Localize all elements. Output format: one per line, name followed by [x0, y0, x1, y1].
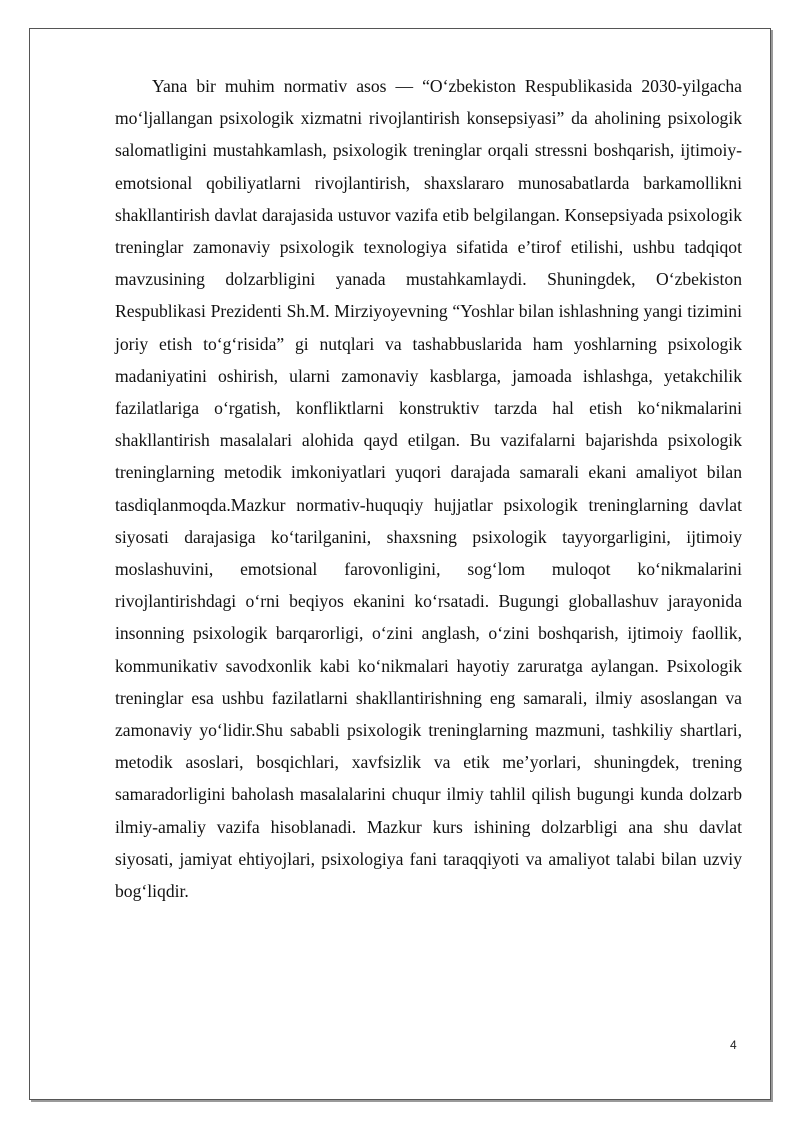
page-number: 4	[730, 1038, 737, 1052]
body-paragraph: Yana bir muhim normativ asos — “O‘zbekiston Respublikasida 2030-yilgacha mo‘ljallangan psixologik xizmatni rivojlantirish konsepsiyasi” da aholining psixologik salomatligini mustahkamlash, psixologik treninglar orqali stressni boshqarish, ijtimoiy-emotsional qobiliyatlarni rivojlantirish, shaxslararo munosabatlarda barkamollikni shakllantirish davlat darajasida ustuvor vazifa etib belgilangan. Konsepsiyada psixologik treninglar zamonaviy psixologik texnologiya sifatida e’tirof etilishi, ushbu tadqiqot mavzusining dolzarbligini yanada mustahkamlaydi. Shuningdek, O‘zbekiston Respublikasi Prezidenti Sh.M. Mirziyoyevning “Yoshlar bilan ishlashning yangi tizimini joriy etish to‘g‘risida” gi nutqlari va tashabbuslarida ham yoshlarning psixologik madaniyatini oshirish, ularni zamonaviy kasblarga, jamoada ishlashga, yetakchilik fazilatlariga o‘rgatish, konfliktlarni konstruktiv tarzda hal etish ko‘nikmalarini shakllantirish masalalari alohida qayd etilgan. Bu vazifalarni bajarishda psixologik treninglarning metodik imkoniyatlari yuqori darajada samarali ekani amaliyot bilan tasdiqlanmoqda.Mazkur normativ-huquqiy hujjatlar psixologik treninglarning davlat siyosati darajasiga ko‘tarilganini, shaxsning psixologik tayyorgarligini, ijtimoiy moslashuvini, emotsional farovonligini, sog‘lom muloqot ko‘nikmalarini rivojlantirishdagi o‘rni beqiyos ekanini ko‘rsatadi. Bugungi globallashuv jarayonida insonning psixologik barqarorligi, o‘zini anglash, o‘zini boshqarish, ijtimoiy faollik, kommunikativ savodxonlik kabi ko‘nikmalari hayotiy zaruratga aylangan. Psixologik treninglar esa ushbu fazilatlarni shakllantirishning eng samarali, ilmiy asoslangan va zamonaviy yo‘lidir.Shu sababli psixologik treninglarning mazmuni, tashkiliy shartlari, metodik asoslari, bosqichlari, xavfsizlik va etik me’yorlari, shuningdek, trening samaradorligini baholash masalalarini chuqur ilmiy tahlil qilish bugungi kunda dolzarb ilmiy-amaliy vazifa hisoblanadi. Mazkur kurs ishining dolzarbligi ana shu davlat siyosati, jamiyat ehtiyojlari, psixologiya fani taraqqiyoti va amaliyot talabi bilan uzviy bog‘liqdir.	[115, 76, 742, 902]
